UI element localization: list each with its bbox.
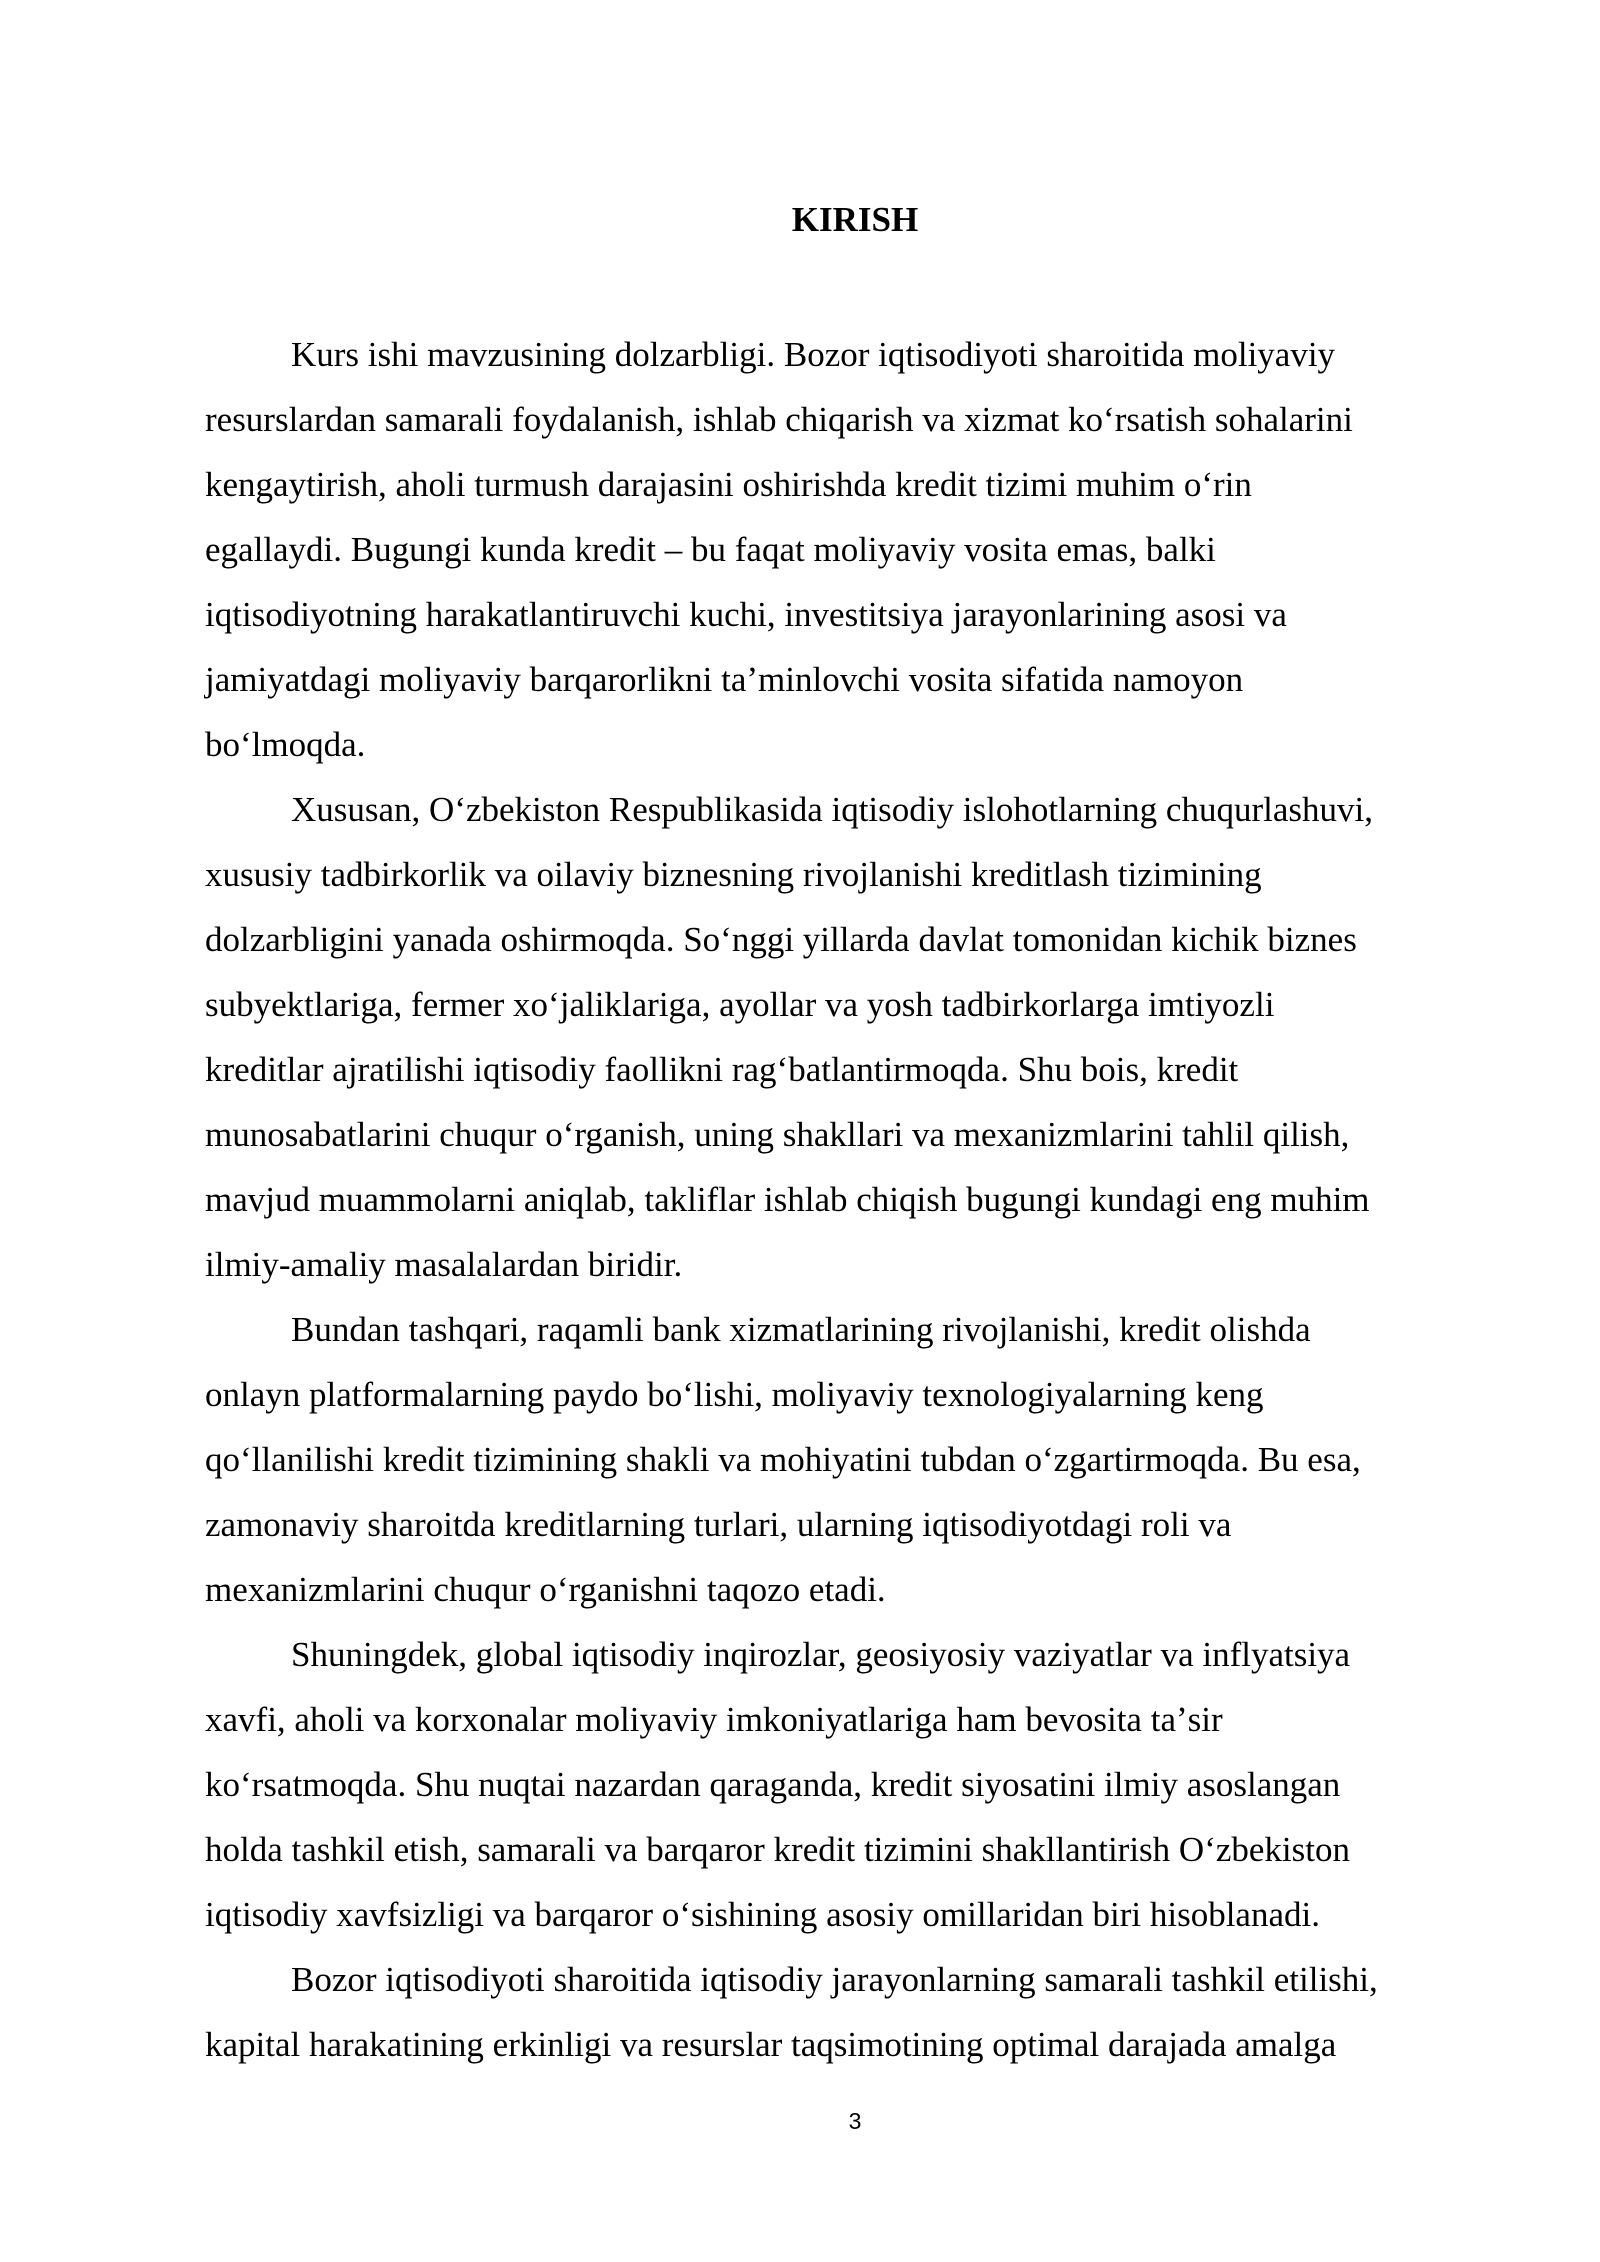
- text-line: Bozor iqtisodiyoti sharoitida iqtisodiy jarayonlarning samarali tashkil etilishi,: [291, 1960, 1378, 1999]
- section-heading: KIRISH: [791, 200, 919, 239]
- text-line: Shuningdek, global iqtisodiy inqirozlar, geosiyosiy vaziyatlar va inflyatsiya: [291, 1635, 1351, 1674]
- text-line: mexanizmlarini chuqur oʻrganishni taqozo etadi.: [205, 1570, 886, 1609]
- paragraph-global-crises: [205, 1622, 1465, 1947]
- text-line: ilmiy-amaliy masalalardan biridir.: [205, 1245, 683, 1284]
- text-line: munosabatlarini chuqur oʻrganish, uning shakllari va mexanizmlarini tahlil qilish,: [205, 1115, 1350, 1154]
- text-line: iqtisodiy xavfsizligi va barqaror oʻsishining asosiy omillaridan biri hisoblanadi.: [205, 1895, 1320, 1934]
- text-line: zamonaviy sharoitda kreditlarning turlari, ularning iqtisodiyotdagi roli va: [205, 1505, 1232, 1544]
- paragraph-market-economy: [205, 1947, 1465, 2077]
- paragraph-reforms: [205, 777, 1465, 1297]
- paragraph-relevance: [205, 322, 1465, 777]
- text-line: koʻrsatmoqda. Shu nuqtai nazardan qaraganda, kredit siyosatini ilmiy asoslangan: [205, 1765, 1341, 1804]
- text-line: jamiyatdagi moliyaviy barqarorlikni taʼminlovchi vosita sifatida namoyon: [205, 660, 1244, 699]
- text-line: qoʻllanilishi kredit tizimining shakli va mohiyatini tubdan oʻzgartirmoqda. Bu esa,: [205, 1440, 1361, 1479]
- text-line: Kurs ishi mavzusining dolzarbligi. Bozor iqtisodiyoti sharoitida moliyaviy: [291, 335, 1336, 374]
- text-line: holda tashkil etish, samarali va barqaror kredit tizimini shakllantirish Oʻzbekiston: [205, 1830, 1350, 1869]
- body-text: [205, 322, 1465, 2077]
- text-line: mavjud muammolarni aniqlab, takliflar ishlab chiqish bugungi kundagi eng muhim: [205, 1180, 1370, 1219]
- text-line: iqtisodiyotning harakatlantiruvchi kuchi, investitsiya jarayonlarining asosi va: [205, 595, 1287, 634]
- text-line: boʻlmoqda.: [205, 725, 366, 764]
- paragraph-digital-banking: [205, 1297, 1465, 1622]
- text-line: Bundan tashqari, raqamli bank xizmatlarining rivojlanishi, kredit olishda: [291, 1310, 1311, 1349]
- text-line: Xususan, Oʻzbekiston Respublikasida iqtisodiy islohotlarning chuqurlashuvi,: [291, 790, 1373, 829]
- text-line: subyektlariga, fermer xoʻjaliklariga, ayollar va yosh tadbirkorlarga imtiyozli: [205, 985, 1275, 1024]
- text-line: egallaydi. Bugungi kunda kredit – bu faqat moliyaviy vosita emas, balki: [205, 530, 1216, 569]
- text-line: xususiy tadbirkorlik va oilaviy biznesning rivojlanishi kreditlash tizimining: [205, 855, 1262, 894]
- text-line: onlayn platformalarning paydo boʻlishi, moliyaviy texnologiyalarning keng: [205, 1375, 1264, 1414]
- text-line: xavfi, aholi va korxonalar moliyaviy imkoniyatlariga ham bevosita taʼsir: [205, 1700, 1223, 1739]
- text-line: kreditlar ajratilishi iqtisodiy faollikni ragʻbatlantirmoqda. Shu bois, kredit: [205, 1050, 1239, 1089]
- text-line: dolzarbligini yanada oshirmoqda. Soʻnggi yillarda davlat tomonidan kichik biznes: [205, 920, 1357, 959]
- text-line: kapital harakatining erkinligi va resurslar taqsimotining optimal darajada amalga: [205, 2025, 1337, 2064]
- page-number: 3: [848, 2108, 862, 2134]
- text-line: kengaytirish, aholi turmush darajasini oshirishda kredit tizimi muhim oʻrin: [205, 465, 1252, 504]
- text-line: resurslardan samarali foydalanish, ishlab chiqarish va xizmat koʻrsatish sohalarini: [205, 400, 1353, 439]
